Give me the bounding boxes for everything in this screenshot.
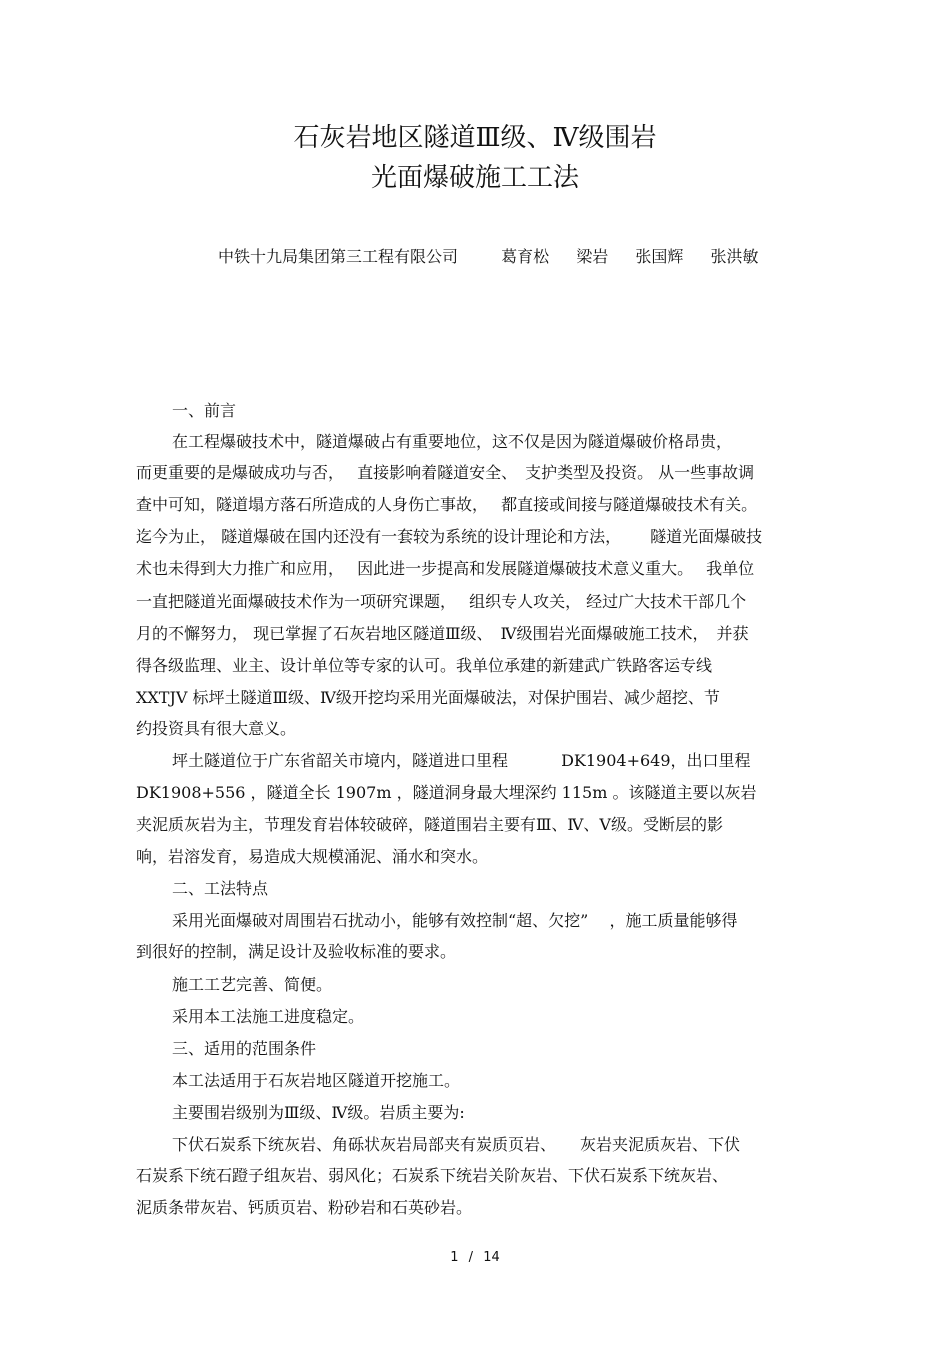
body-line: 到很好的控制，满足设计及验收标准的要求。 <box>136 942 457 961</box>
body-line: 迄今为止， 隧道爆破在国内还没有一套较为系统的设计理论和方法， 隧道光面爆破技 <box>136 527 763 546</box>
body-line: DK1908+556 ，隧道全长 1907m ，隧道洞身最大埋深约 115m 。该隧道主要以灰岩 <box>136 783 757 802</box>
body-line: 坪土隧道位于广东省韶关市境内，隧道进口里程 DK1904+649，出口里程 <box>172 751 751 770</box>
section-heading-scope: 三、适用的范围条件 <box>172 1039 317 1058</box>
page-total: 14 <box>483 1250 500 1265</box>
body-line: 查中可知，隧道塌方落石所造成的人身伤亡事故， 都直接或间接与隧道爆破技术有关。 <box>136 495 758 514</box>
document-title-line-2: 光面爆破施工工法 <box>370 163 579 193</box>
body-line: 施工工艺完善、简便。 <box>172 975 333 994</box>
author-name: 张洪敏 <box>710 247 759 266</box>
page-number <box>0 1250 950 1265</box>
body-line: 一直把隧道光面爆破技术作为一项研究课题， 组织专人攻关， 经过广大技术干部几个 <box>136 592 747 611</box>
body-line: 主要围岩级别为Ⅲ级、Ⅳ级。岩质主要为: <box>172 1103 465 1122</box>
body-line: 约投资具有很大意义。 <box>136 719 297 738</box>
author-name: 张国辉 <box>635 247 684 266</box>
section-heading-features: 二、工法特点 <box>172 879 269 898</box>
body-line: 下伏石炭系下统灰岩、角砾状灰岩局部夹有炭质页岩、 灰岩夹泥质灰岩、下伏 <box>172 1135 741 1154</box>
body-line: XXTJV 标坪土隧道Ⅲ级、Ⅳ级开挖均采用光面爆破法，对保护围岩、减少超挖、节 <box>136 688 720 707</box>
page-separator: / <box>468 1250 474 1265</box>
page-current: 1 <box>450 1250 459 1265</box>
author-name: 葛育松 <box>501 247 550 266</box>
body-line: 响，岩溶发育，易造成大规模涌泥、涌水和突水。 <box>136 847 489 866</box>
body-line: 得各级监理、业主、设计单位等专家的认可。我单位承建的新建武广铁路客运专线 <box>136 656 713 675</box>
body-line: 夹泥质灰岩为主，节理发育岩体较破碎，隧道围岩主要有Ⅲ、Ⅳ、Ⅴ级。受断层的影 <box>136 815 723 834</box>
author-block <box>218 244 758 267</box>
body-line: 术也未得到大力推广和应用， 因此进一步提高和发展隧道爆破技术意义重大。 我单位 <box>136 559 755 578</box>
author-organization: 中铁十九局集团第三工程有限公司 <box>218 247 459 266</box>
body-line: 采用光面爆破对周围岩石扰动小，能够有效控制“超、欠挖” ，施工质量能够得 <box>172 911 738 930</box>
section-heading-preface: 一、前言 <box>172 401 237 420</box>
document-title-line-1: 石灰岩地区隧道Ⅲ级、Ⅳ级围岩 <box>293 123 657 153</box>
body-line: 本工法适用于石灰岩地区隧道开挖施工。 <box>172 1071 461 1090</box>
body-line: 泥质条带灰岩、钙质页岩、粉砂岩和石英砂岩。 <box>136 1198 473 1217</box>
body-line: 石炭系下统石蹬子组灰岩、弱风化；石炭系下统岩关阶灰岩、下伏石炭系下统灰岩、 <box>136 1166 729 1185</box>
body-line: 在工程爆破技术中，隧道爆破占有重要地位，这不仅是因为隧道爆破价格昂贵， <box>172 432 733 451</box>
author-name: 梁岩 <box>576 247 609 266</box>
body-line: 月的不懈努力， 现已掌握了石灰岩地区隧道Ⅲ级、 Ⅳ级围岩光面爆破施工技术， 并获 <box>136 624 749 643</box>
body-line: 而更重要的是爆破成功与否， 直接影响着隧道安全、 支护类型及投资。 从一些事故调 <box>136 463 755 482</box>
body-line: 采用本工法施工进度稳定。 <box>172 1007 365 1026</box>
